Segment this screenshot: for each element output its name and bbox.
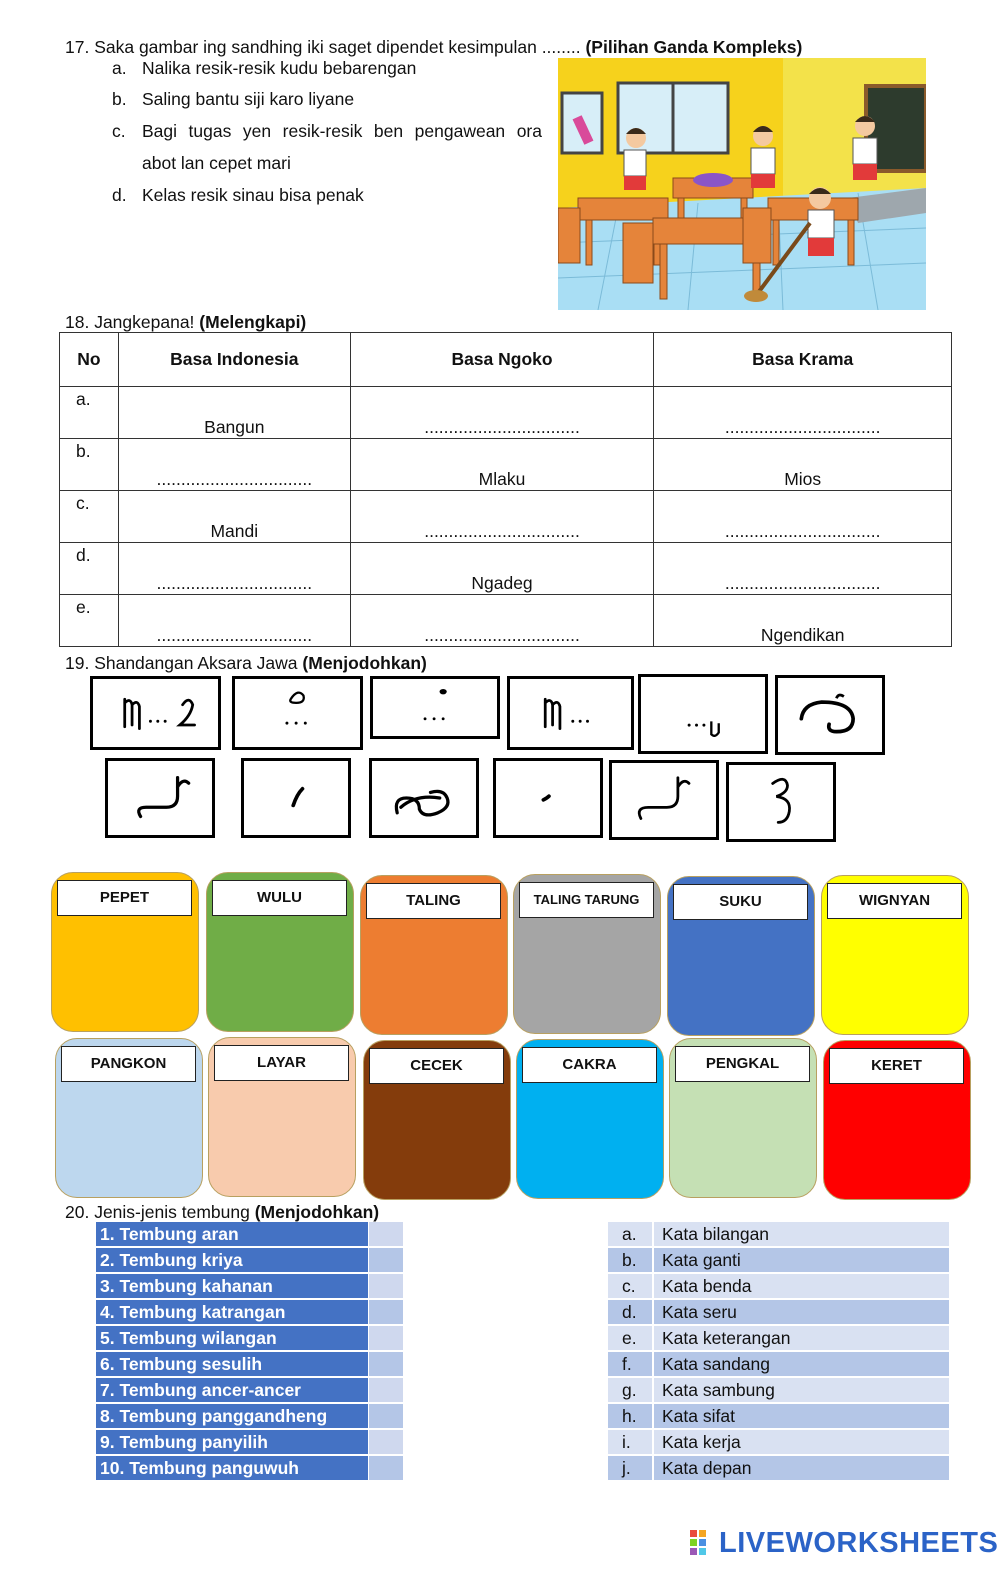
tile-taling[interactable]: TALING xyxy=(360,875,508,1035)
tile-taling-tarung[interactable]: TALING TARUNG xyxy=(513,874,661,1034)
word-type-label: 2. Tembung kriya xyxy=(96,1248,368,1272)
answer-cell[interactable]: ................................ xyxy=(118,595,350,647)
answer-blank[interactable] xyxy=(369,1352,403,1376)
tile-cecek[interactable]: CECEK xyxy=(363,1040,511,1200)
answer-cell[interactable]: ................................ xyxy=(350,491,654,543)
meaning-row xyxy=(608,1274,949,1298)
vocabulary-table xyxy=(59,332,952,647)
meaning-letter: c. xyxy=(622,1276,636,1296)
tile-suku[interactable]: SUKU xyxy=(667,876,815,1036)
liveworksheets-logo: LIVEWORKSHEETS xyxy=(690,1527,998,1559)
word-type-row xyxy=(96,1274,403,1298)
meaning-row xyxy=(608,1326,949,1350)
meaning-text: Kata sifat xyxy=(662,1406,735,1426)
word-type-row xyxy=(96,1378,403,1402)
aksara-card-layar[interactable] xyxy=(90,676,221,750)
answer-cell[interactable]: ................................ xyxy=(654,543,952,595)
tile-pangkon[interactable]: PANGKON xyxy=(55,1038,203,1198)
answer-cell[interactable]: ................................ xyxy=(118,439,350,491)
aksara-card-pengkal[interactable] xyxy=(369,758,479,838)
meaning-letter: b. xyxy=(622,1250,637,1270)
word-type-row xyxy=(96,1430,403,1454)
answer-blank[interactable] xyxy=(369,1248,403,1272)
answer-blank[interactable] xyxy=(369,1326,403,1350)
q17-option-d[interactable]: d. Kelas resik sinau bisa penak xyxy=(112,185,364,205)
word-type-label: 9. Tembung panyilih xyxy=(96,1430,368,1454)
q17-option-c[interactable]: c. Bagi tugas yen resik-resik ben pengawean ora xyxy=(112,121,542,141)
tile-wulu[interactable]: WULU xyxy=(206,872,354,1032)
answer-blank[interactable] xyxy=(369,1300,403,1324)
table-row: c. Mandi ................................ ................................ xyxy=(60,491,952,543)
meaning-row xyxy=(608,1430,949,1454)
header-no: No xyxy=(60,333,119,387)
q17-option-b[interactable]: b. Saling bantu siji karo liyane xyxy=(112,89,355,109)
meaning-letter: d. xyxy=(622,1302,637,1322)
q17-option-a[interactable]: a. Nalika resik-resik kudu bebarengan xyxy=(112,58,417,78)
word-type-row xyxy=(96,1404,403,1428)
aksara-card-cecek[interactable] xyxy=(370,676,500,739)
row-divider xyxy=(652,1274,654,1298)
answer-blank[interactable] xyxy=(369,1378,403,1402)
word-type-row xyxy=(96,1352,403,1376)
word-type-label: 3. Tembung kahanan xyxy=(96,1274,368,1298)
answer-blank[interactable] xyxy=(369,1430,403,1454)
meaning-text: Kata sambung xyxy=(662,1380,775,1400)
table-header-row xyxy=(60,333,952,387)
row-divider xyxy=(652,1404,654,1428)
aksara-card-cakra[interactable] xyxy=(609,760,719,840)
word-type-label: 4. Tembung katrangan xyxy=(96,1300,368,1324)
word-type-label: 10. Tembung panguwuh xyxy=(96,1456,368,1480)
aksara-card-suku[interactable] xyxy=(638,674,768,754)
row-divider xyxy=(652,1248,654,1272)
word-type-row xyxy=(96,1326,403,1350)
answer-cell[interactable]: ................................ xyxy=(350,595,654,647)
question-17-title: 17. Saka gambar ing sandhing iki saget dipendet kesimpulan ........ (Pilihan Ganda Kompleks) xyxy=(65,37,803,57)
meaning-row xyxy=(608,1352,949,1376)
aksara-card-wulu[interactable] xyxy=(241,758,351,838)
table-row: e. ................................ ................................ Ngendikan xyxy=(60,595,952,647)
meaning-text: Kata depan xyxy=(662,1458,752,1478)
tile-pengkal[interactable]: PENGKAL xyxy=(669,1038,817,1198)
meaning-letter: e. xyxy=(622,1328,637,1348)
q17-option-c-continued: abot lan cepet mari xyxy=(142,153,291,173)
row-divider xyxy=(652,1352,654,1376)
classroom-cleaning-illustration xyxy=(558,58,926,310)
row-divider xyxy=(652,1456,654,1480)
meaning-text: Kata benda xyxy=(662,1276,752,1296)
row-divider xyxy=(652,1222,654,1246)
meaning-row xyxy=(608,1404,949,1428)
tile-layar[interactable]: LAYAR xyxy=(208,1037,356,1197)
aksara-card-pepet[interactable] xyxy=(726,762,836,842)
aksara-card-taling[interactable] xyxy=(232,676,363,750)
answer-blank[interactable] xyxy=(369,1404,403,1428)
word-type-row xyxy=(96,1248,403,1272)
table-row: b. ................................ Mlaku Mios xyxy=(60,439,952,491)
aksara-card-keret[interactable] xyxy=(105,758,215,838)
word-type-row xyxy=(96,1300,403,1324)
tile-pepet[interactable]: PEPET xyxy=(51,872,199,1032)
row-divider xyxy=(652,1430,654,1454)
row-divider xyxy=(652,1300,654,1324)
meaning-row xyxy=(608,1248,949,1272)
tile-keret[interactable]: KERET xyxy=(823,1040,971,1200)
meaning-text: Kata kerja xyxy=(662,1432,741,1452)
logo-grid-icon xyxy=(690,1530,716,1556)
meaning-text: Kata bilangan xyxy=(662,1224,770,1244)
aksara-card-wignyan[interactable] xyxy=(493,758,603,838)
meaning-letter: h. xyxy=(622,1406,637,1426)
header-basa-indonesia: Basa Indonesia xyxy=(118,333,350,387)
answer-blank[interactable] xyxy=(369,1222,403,1246)
table-row: d. ................................ Ngadeg ................................ xyxy=(60,543,952,595)
table-row: a. Bangun ................................ ................................ xyxy=(60,387,952,439)
answer-cell[interactable]: ................................ xyxy=(118,543,350,595)
tile-cakra[interactable]: CAKRA xyxy=(516,1039,664,1199)
meaning-letter: g. xyxy=(622,1380,637,1400)
header-basa-ngoko: Basa Ngoko xyxy=(350,333,654,387)
answer-cell[interactable]: ................................ xyxy=(654,387,952,439)
answer-blank[interactable] xyxy=(369,1274,403,1298)
answer-cell[interactable]: ................................ xyxy=(350,387,654,439)
question-19-title: 19. Shandangan Aksara Jawa (Menjodohkan) xyxy=(65,653,427,673)
word-type-row xyxy=(96,1222,403,1246)
question-20-title: 20. Jenis-jenis tembung (Menjodohkan) xyxy=(65,1202,380,1222)
header-basa-krama: Basa Krama xyxy=(654,333,952,387)
aksara-card-taling-tarung[interactable] xyxy=(775,675,885,755)
word-type-row xyxy=(96,1456,403,1480)
meaning-letter: f. xyxy=(622,1354,632,1374)
tile-wignyan[interactable]: WIGNYAN xyxy=(821,875,969,1035)
word-type-label: 8. Tembung panggandheng xyxy=(96,1404,368,1428)
meaning-letter: i. xyxy=(622,1432,631,1452)
word-type-label: 5. Tembung wilangan xyxy=(96,1326,368,1350)
word-type-label: 7. Tembung ancer-ancer xyxy=(96,1378,368,1402)
meaning-row xyxy=(608,1300,949,1324)
meaning-text: Kata seru xyxy=(662,1302,737,1322)
meaning-text: Kata sandang xyxy=(662,1354,771,1374)
aksara-card-pangkon[interactable] xyxy=(507,676,634,750)
meaning-row xyxy=(608,1456,949,1480)
question-18-title: 18. Jangkepana! (Melengkapi) xyxy=(65,312,307,332)
meaning-row xyxy=(608,1222,949,1246)
meaning-row xyxy=(608,1378,949,1402)
word-type-label: 1. Tembung aran xyxy=(96,1222,368,1246)
row-divider xyxy=(652,1378,654,1402)
answer-blank[interactable] xyxy=(369,1456,403,1480)
meaning-text: Kata ganti xyxy=(662,1250,741,1270)
word-type-label: 6. Tembung sesulih xyxy=(96,1352,368,1376)
meaning-letter: a. xyxy=(622,1224,637,1244)
meaning-letter: j. xyxy=(622,1458,631,1478)
meaning-text: Kata keterangan xyxy=(662,1328,791,1348)
row-divider xyxy=(652,1326,654,1350)
answer-cell[interactable]: ................................ xyxy=(654,491,952,543)
